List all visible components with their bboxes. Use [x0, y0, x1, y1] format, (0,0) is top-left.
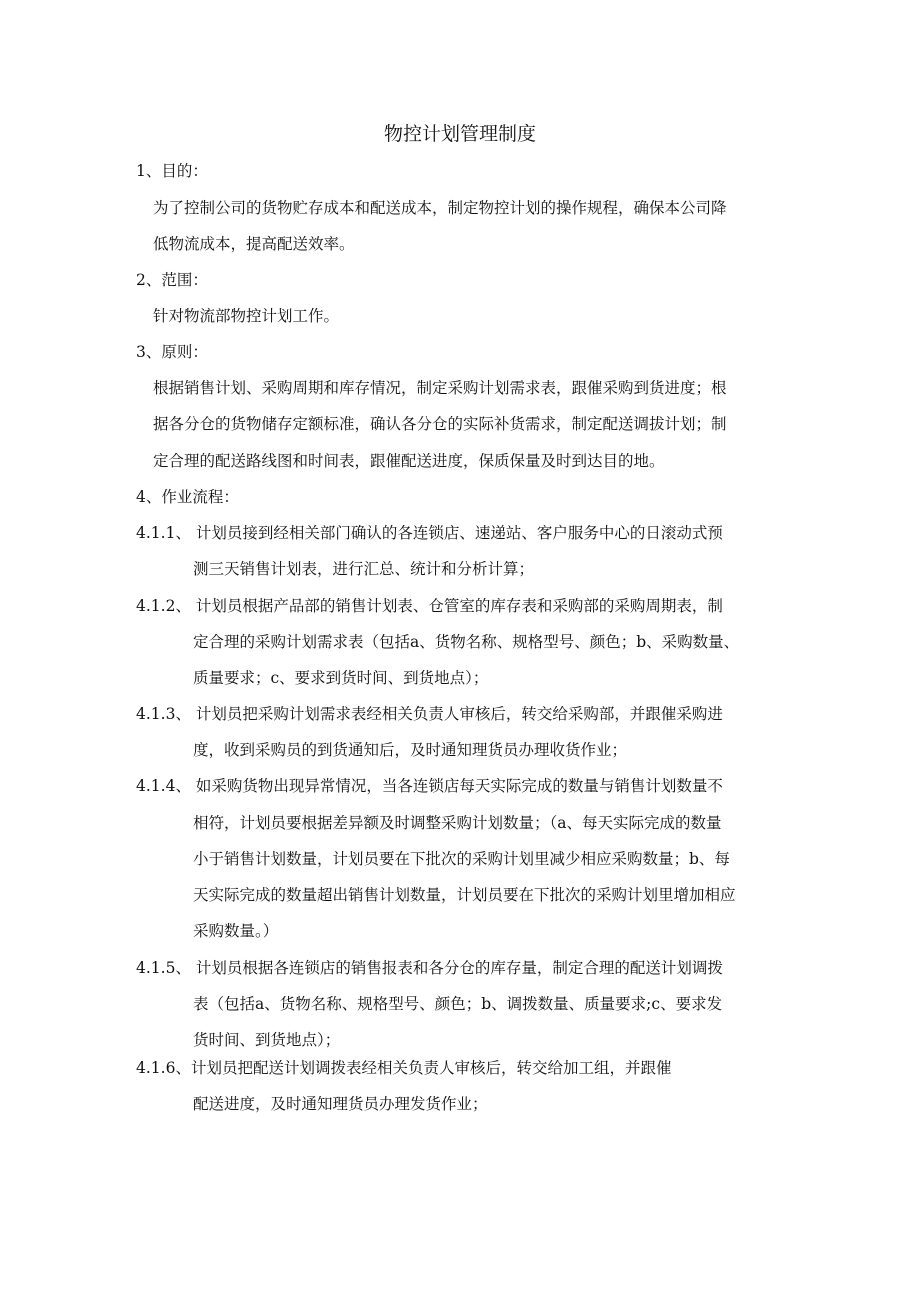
- list-item-continuation: 测三天销售计划表，进行汇总、统计和分析计算；: [193, 560, 535, 578]
- paragraph-line: 根据销售计划、采购周期和库存情况，制定采购计划需求表，跟催采购到货进度；根: [153, 379, 727, 397]
- list-item-continuation: 相符，计划员要根据差异额及时调整采购计划数量；（a、每天实际完成的数量: [193, 814, 722, 832]
- list-item-continuation: 小于销售计划数量，计划员要在下批次的采购计划里减少相应采购数量；b、每: [193, 850, 730, 868]
- list-item-continuation: 度，收到采购员的到货通知后，及时通知理货员办理收货作业；: [193, 741, 628, 759]
- list-item-continuation: 采购数量。）: [193, 922, 279, 940]
- paragraph-line: 定合理的配送路线图和时间表，跟催配送进度，保质保量及时到达目的地。: [153, 452, 665, 470]
- paragraph-line: 为了控制公司的货物贮存成本和配送成本，制定物控计划的操作规程，确保本公司降: [153, 199, 727, 217]
- list-item-continuation: 表（包括a、货物名称、规格型号、颜色；b、调拨数量、质量要求;c、要求发: [193, 995, 723, 1013]
- list-item-4-1-1: 4.1.1、 计划员接到经相关部门确认的各连锁店、速递站、客户服务中心的日滚动式预: [136, 524, 723, 542]
- section-4-heading: 4、作业流程：: [136, 488, 239, 506]
- paragraph-line: 据各分仓的货物储存定额标准，确认各分仓的实际补货需求，制定配送调拔计划；制: [153, 415, 727, 433]
- list-item-continuation: 天实际完成的数量超出销售计划数量，计划员要在下批次的采购计划里增加相应: [193, 886, 736, 904]
- list-item-4-1-2: 4.1.2、 计划员根据产品部的销售计划表、仓管室的库存表和采购部的采购周期表，制: [136, 597, 723, 615]
- list-item-4-1-4: 4.1.4、 如采购货物出现异常情况，当各连锁店每天实际完成的数量与销售计划数量不: [136, 777, 723, 795]
- list-item-4-1-3: 4.1.3、 计划员把采购计划需求表经相关负责人审核后，转交给采购部，并跟催采购进: [136, 705, 723, 723]
- list-item-continuation: 定合理的采购计划需求表（包括a、货物名称、规格型号、颜色；b、采购数量、: [193, 633, 740, 651]
- list-item-continuation: 质量要求；c、要求到货时间、到货地点）；: [193, 669, 489, 687]
- list-item-continuation: 配送进度，及时通知理货员办理发货作业；: [193, 1095, 488, 1113]
- list-item-4-1-5: 4.1.5、 计划员根据各连锁店的销售报表和各分仓的库存量，制定合理的配送计划调拨: [136, 959, 723, 977]
- section-2-heading: 2、范围：: [136, 271, 208, 289]
- paragraph-line: 针对物流部物控计划工作。: [153, 307, 340, 325]
- paragraph-line: 低物流成本，提高配送效率。: [153, 235, 355, 253]
- list-item-continuation: 货时间、到货地点）；: [193, 1031, 341, 1049]
- list-item-4-1-6: 4.1.6、计划员把配送计划调拨表经相关负责人审核后，转交给加工组，并跟催: [136, 1059, 672, 1077]
- section-3-heading: 3、原则：: [136, 343, 208, 361]
- section-1-heading: 1、目的：: [136, 162, 208, 180]
- page-title: 物控计划管理制度: [383, 123, 536, 145]
